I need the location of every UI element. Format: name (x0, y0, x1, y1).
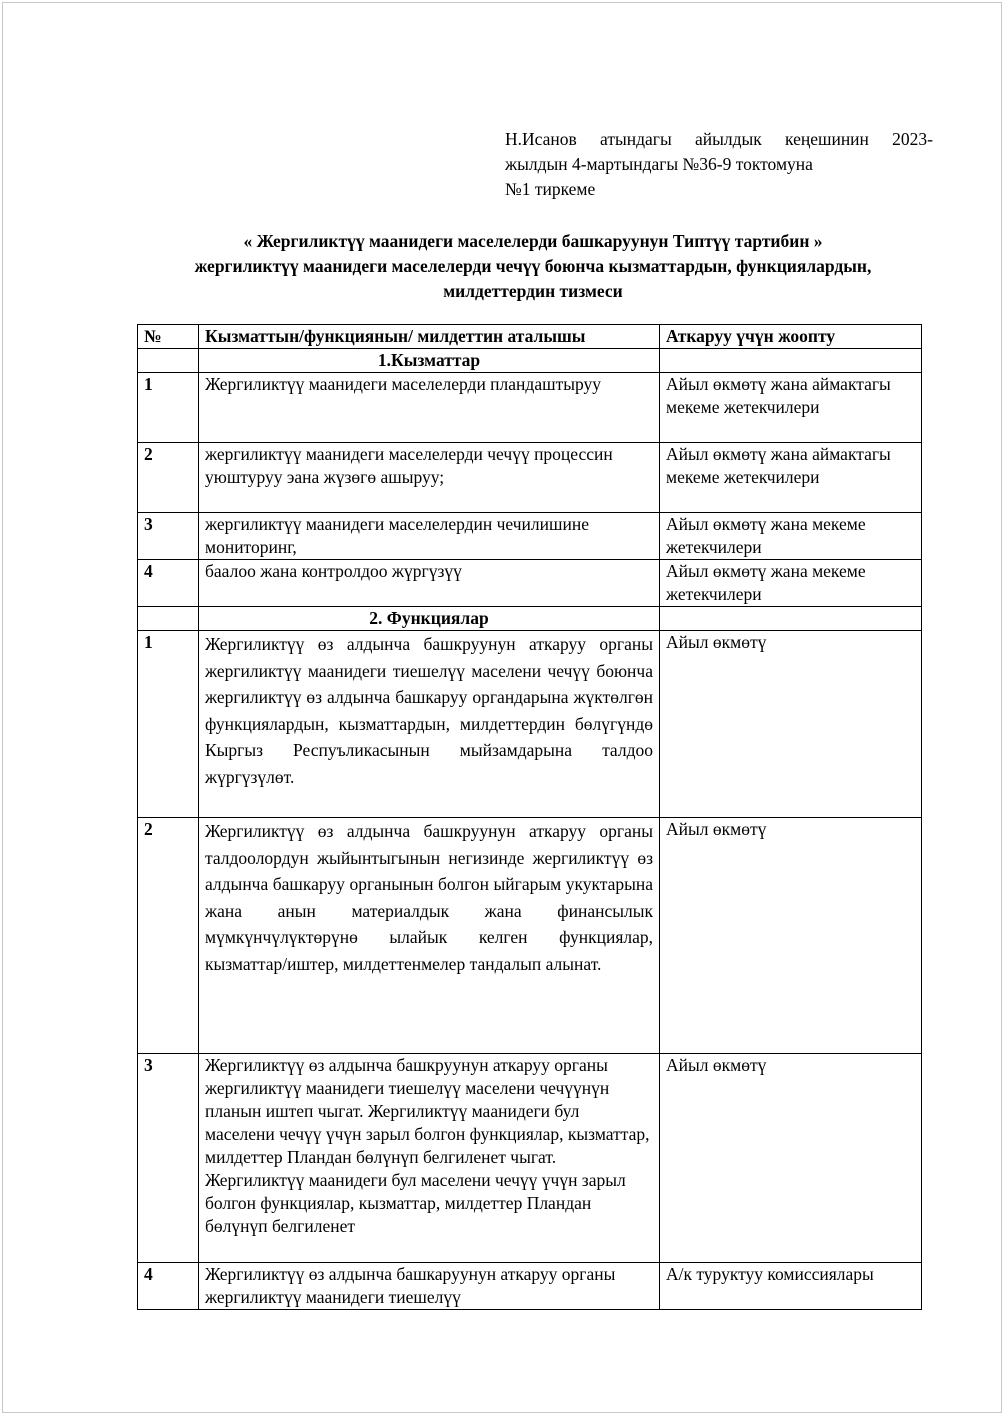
row-name: Жергиликтүү өз алдынча башкруунун аткаруу органы жергиликтүү маанидеги тиешелүү маселени чечүү боюнча жергиликтүү өз алдынча башкаруу органдарына жүктөлгөн функциялардын, кызматтардын, милдеттердин бөлүгүндө Кыргыз Респуъликасынын мыйзамдарына талдоо жүргүзүлөт. (199, 631, 660, 818)
row-num: 3 (138, 1054, 199, 1263)
row-name: жергиликтүү маанидеги маселелердин чечилишине мониторинг, (199, 513, 660, 560)
row-num: 2 (138, 443, 199, 513)
row-responsible: Айыл өкмөтү (660, 818, 922, 1054)
row-name: Жергиликтүү маанидеги маселелерди пландаштыруу (199, 373, 660, 443)
section-title-functions: 2. Функциялар (199, 607, 660, 631)
row-responsible: Айыл өкмөтү (660, 1054, 922, 1263)
header-line-3: №1 тиркеме (505, 179, 596, 199)
row-responsible: Айыл өкмөтү жана мекеме жетекчилери (660, 513, 922, 560)
section-row-functions (138, 607, 922, 631)
table-row (138, 1054, 922, 1263)
header-line-1: Н.Исанов атындагы айылдык кеңешинин 2023- (505, 129, 933, 149)
header-line-2: жылдын 4-мартындагы №36-9 токтомуна (505, 154, 813, 174)
row-num: 4 (138, 1263, 199, 1310)
row-name: жергиликтүү маанидеги маселелерди чечүү процессин уюштуруу эана жүзөгө ашыруу; (199, 443, 660, 513)
title-line-3: милдеттердин тизмеси (443, 281, 623, 301)
table-row (138, 443, 922, 513)
row-responsible: Айыл өкмөтү жана мекеме жетекчилери (660, 560, 922, 607)
table-row (138, 1263, 922, 1310)
section-row-services (138, 349, 922, 373)
row-name: Жергиликтүү өз алдынча башкруунун аткаруу органы жергиликтүү маанидеги тиешелүү маселени чечүүнүн планын иштеп чыгат. Жергиликтүү маанидеги бул маселени чечүү үчүн зарыл болгон функциялар, кызматтар, милдеттер Пландан бөлүнүп белгиленет чыгат. Жергиликтүү маанидеги бул маселени чечүү үчүн зарыл болгон функциялар, кызматтар, милдеттер Пландан бөлүнүп белгиленет (199, 1054, 660, 1263)
table-header-row (138, 325, 922, 349)
row-responsible: Айыл өкмөтү (660, 631, 922, 818)
attachment-header (505, 127, 933, 202)
header-name: Кызматтын/функциянын/ милдеттин аталышы (199, 325, 660, 349)
table-row (138, 818, 922, 1054)
title-line-2: жергиликтүү маанидеги маселелерди чечүү боюнча кызматтардын, функциялардын, (194, 256, 872, 276)
document-title (133, 229, 933, 304)
table-row (138, 560, 922, 607)
table-row (138, 373, 922, 443)
row-num: 4 (138, 560, 199, 607)
row-name: Жергиликтүү өз алдынча башкруунун аткаруу органы талдоолордун жыйынтыгынын негизинде жергиликтүү өз алдынча башкаруу органынын болгон ыйгарым укуктарына жана анын материалдык жана финансылык мүмкүнчүлүктөрүнө ылайык келген функциялар, кызматтар/иштер, милдеттенмелер тандалып алынат. (199, 818, 660, 1054)
header-num: № (138, 325, 199, 349)
row-name: Жергиликтүү өз алдынча башкаруунун аткаруу органы жергиликтүү маанидеги тиешелүү (199, 1263, 660, 1310)
row-responsible: Айыл өкмөтү жана аймактагы мекеме жетекчилери (660, 373, 922, 443)
title-line-1: « Жергиликтүү маанидеги маселелерди башкаруунун Типтүү тартибин » (243, 231, 823, 251)
header-responsible: Аткаруу үчүн жоопту (660, 325, 922, 349)
row-num: 2 (138, 818, 199, 1054)
row-num: 3 (138, 513, 199, 560)
row-num: 1 (138, 631, 199, 818)
row-responsible: А/к туруктуу комиссиялары (660, 1263, 922, 1310)
row-responsible: Айыл өкмөтү жана аймактагы мекеме жетекчилери (660, 443, 922, 513)
table-row (138, 513, 922, 560)
duties-table (137, 324, 922, 1310)
table-row (138, 631, 922, 818)
row-name: баалоо жана контролдоо жүргүзүү (199, 560, 660, 607)
row-num: 1 (138, 373, 199, 443)
section-title-services: 1.Кызматтар (199, 349, 660, 373)
